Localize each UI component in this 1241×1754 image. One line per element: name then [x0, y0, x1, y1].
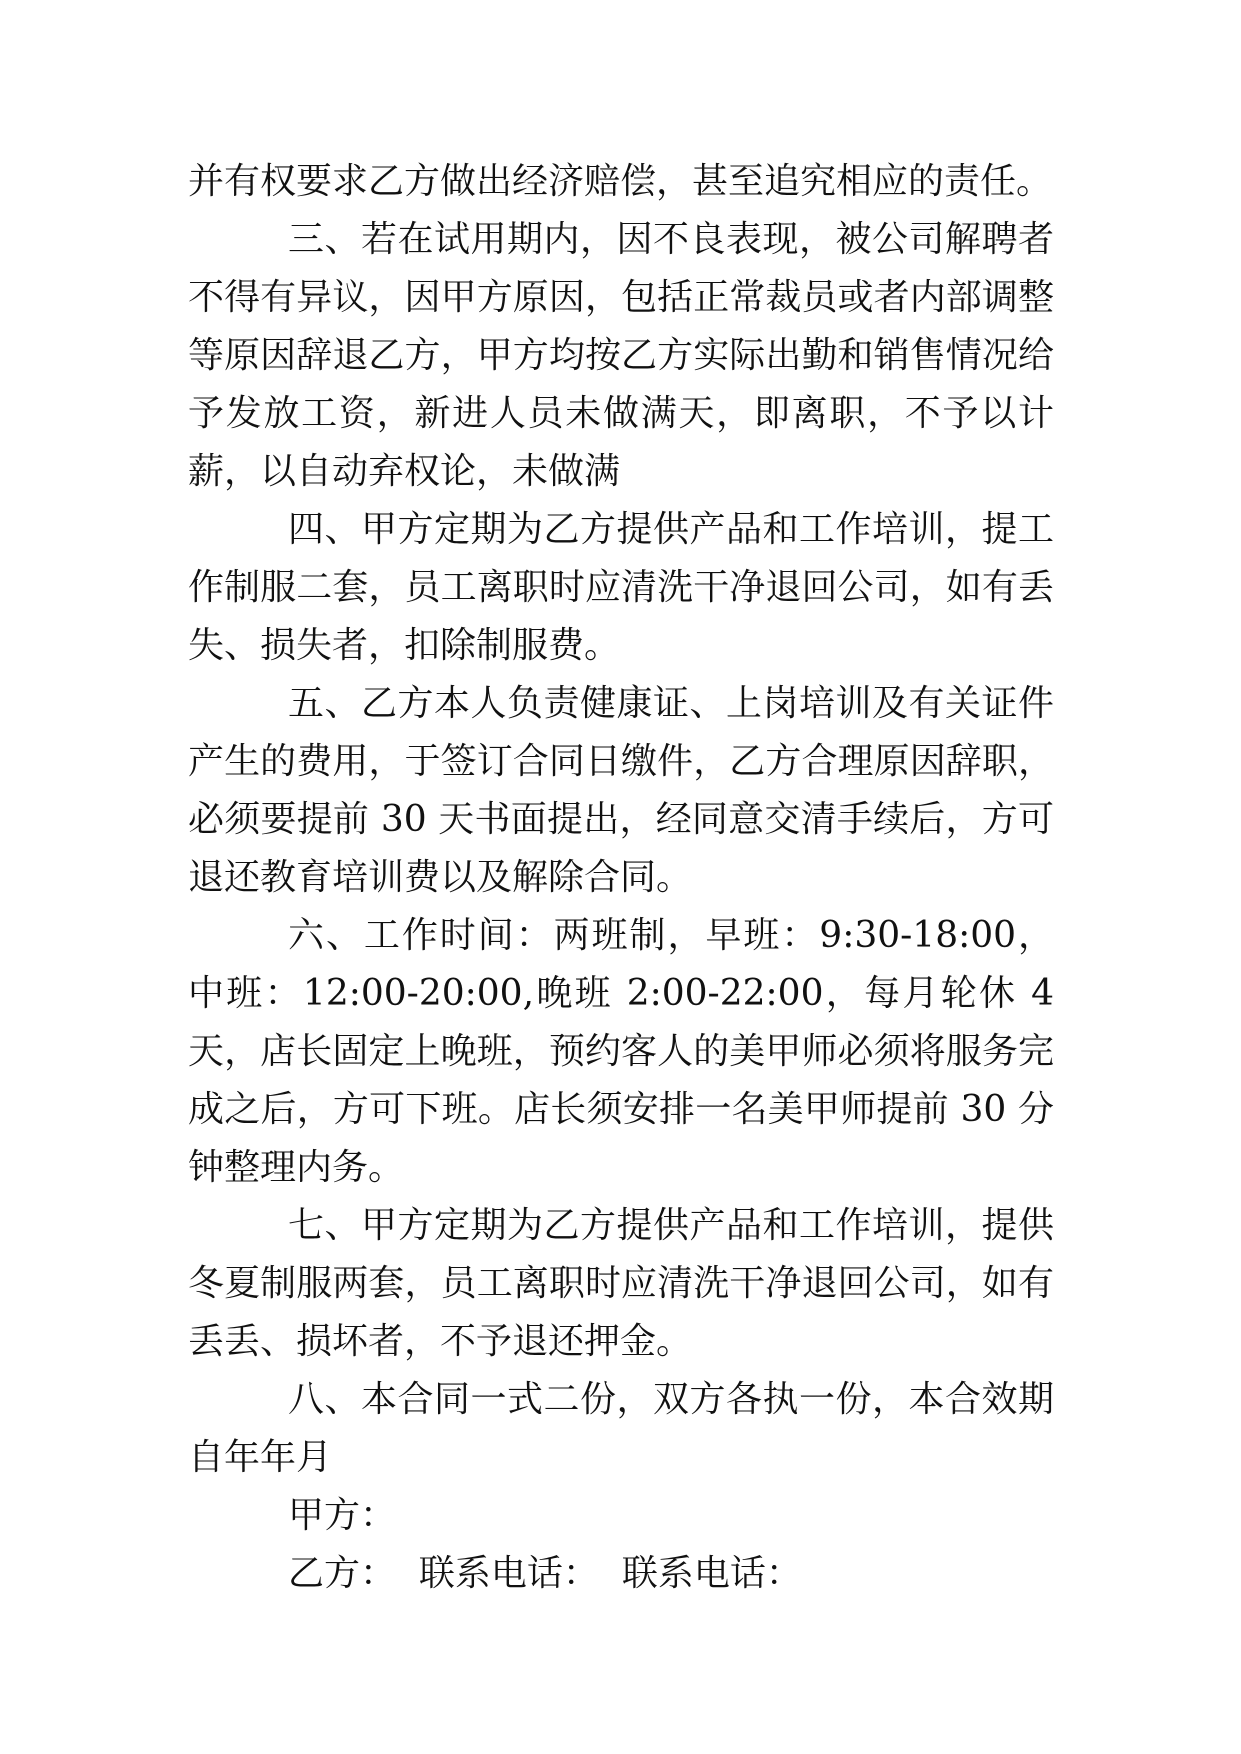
signature-party-a-line: [188, 1487, 1054, 1545]
clause-4: 四、甲方定期为乙方提供产品和工作培训，提工作制服二套，员工离职时应清洗干净退回公司，如有丢失、损失者，扣除制服费。: [188, 509, 1054, 666]
clause-5: 五、乙方本人负责健康证、上岗培训及有关证件产生的费用，于签订合同日缴件，乙方合理原因辞职，必须要提前 30 天书面提出，经同意交清手续后，方可退还教育培训费以及解除合同。: [188, 683, 1054, 898]
phone-label-1: 联系电话：: [418, 1553, 599, 1594]
contract-body: [188, 153, 1054, 1603]
party-b-label: 乙方：: [288, 1553, 397, 1594]
phone-label-2: 联系电话：: [621, 1553, 802, 1594]
clause-3: 三、若在试用期内，因不良表现，被公司解聘者不得有异议，因甲方原因，包括正常裁员或者内部调整等原因辞退乙方，甲方均按乙方实际出勤和销售情况给予发放工资，新进人员未做满天，即离职，不予以计薪，以自动弃权论，未做满: [188, 219, 1054, 492]
clause-8: 八、本合同一式二份，双方各执一份，本合效期自年年月: [188, 1379, 1054, 1478]
clause-6: 六、工作时间：两班制，早班：9:30-18:00，中班：12:00-20:00,晚班 2:00-22:00，每月轮休 4 天，店长固定上晚班，预约客人的美甲师必须将服务完成之后，方可下班。店长须安排一名美甲师提前 30 分钟整理内务。: [188, 915, 1054, 1188]
clause-7: 七、甲方定期为乙方提供产品和工作培训，提供冬夏制服两套，员工离职时应清洗干净退回公司，如有丢丢、损坏者，不予退还押金。: [188, 1205, 1054, 1362]
signature-party-b-line: [188, 1545, 1054, 1603]
paragraph-continuation: 并有权要求乙方做出经济赔偿，甚至追究相应的责任。: [188, 161, 1053, 202]
party-a-label: 甲方：: [288, 1495, 397, 1536]
